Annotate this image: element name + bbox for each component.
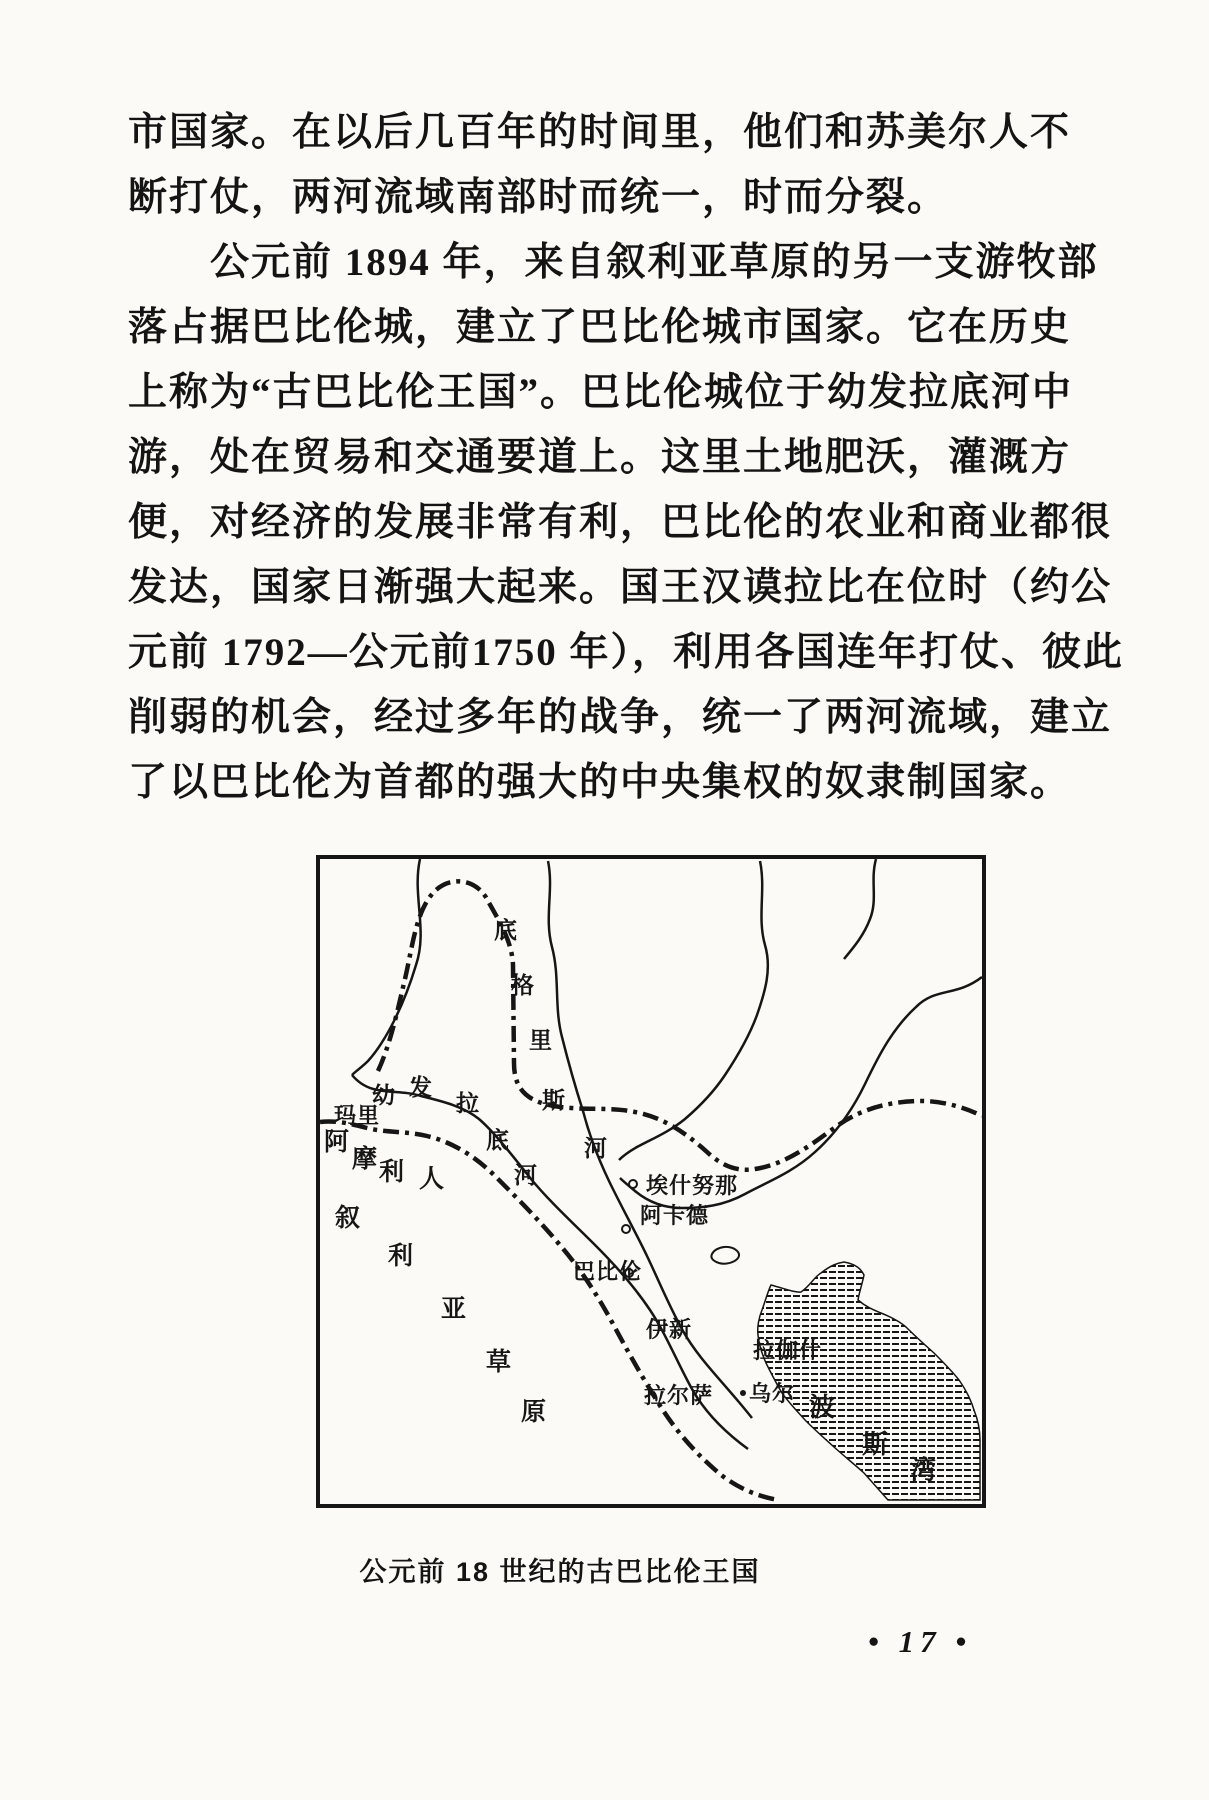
map-label-lagash: 拉伽什	[753, 1338, 823, 1363]
syrian-steppe-name-char: 叙	[335, 1204, 361, 1232]
map-label-akkad: 阿卡德	[640, 1203, 710, 1228]
lake	[711, 1247, 739, 1264]
amorites-name-char: 人	[419, 1165, 445, 1193]
city-marker-akkad	[622, 1225, 630, 1233]
body-line: 削弱的机会，经过多年的战争，统一了两河流域，建立	[128, 696, 1113, 739]
body-line: 公元前 1894 年，来自叙利亚草原的另一支游牧部	[210, 241, 1099, 284]
map-label-isin: 伊新	[646, 1317, 693, 1342]
map-label-babylon: 巴比伦	[573, 1259, 643, 1284]
figure-caption: 公元前 18 世纪的古巴比伦王国	[359, 1557, 761, 1587]
amorites-name-char: 利	[379, 1158, 405, 1186]
page-number: • 17 •	[868, 1624, 973, 1659]
amorites-name-char: 阿	[324, 1128, 350, 1156]
body-line: 便，对经济的发展非常有利，巴比伦的农业和商业都很	[128, 501, 1113, 544]
body-text	[128, 100, 1125, 815]
body-line: 落占据巴比伦城，建立了巴比伦城市国家。它在历史	[128, 306, 1072, 349]
tigris-name-char: 斯	[542, 1087, 565, 1113]
map-label-eshnunna: 埃什努那	[646, 1173, 739, 1198]
syrian-steppe-name-char: 原	[521, 1398, 547, 1426]
tigris-name-char: 河	[584, 1135, 607, 1161]
city-marker-eshnunna	[629, 1180, 637, 1188]
syrian-steppe-name-char: 亚	[441, 1295, 467, 1323]
body-line: 市国家。在以后几百年的时间里，他们和苏美尔人不	[128, 111, 1072, 154]
map-label-ur: 乌尔	[749, 1381, 796, 1406]
body-line: 元前 1792—公元前1750 年），利用各国连年打仗、彼此	[128, 631, 1125, 674]
body-line: 游，处在贸易和交通要道上。这里土地肥沃，灌溉方	[128, 436, 1072, 479]
euphrates-name-char: 河	[514, 1162, 537, 1188]
tigris-name-char: 里	[529, 1027, 552, 1053]
amorites-name-char: 摩	[352, 1145, 378, 1173]
euphrates-name-char: 发	[409, 1074, 432, 1100]
map-figure	[316, 855, 986, 1508]
body-line: 了以巴比伦为首都的强大的中央集权的奴隶制国家。	[128, 761, 1072, 804]
map-label-mari: 玛里	[334, 1103, 381, 1128]
tigris-name-char: 底	[494, 917, 517, 943]
body-line: 发达，国家日渐强大起来。国王汉谟拉比在位时（约公	[128, 566, 1113, 609]
persian-gulf-name-char: 湾	[910, 1455, 937, 1485]
city-marker-ur	[740, 1390, 746, 1396]
euphrates-name-char: 幼	[372, 1082, 395, 1108]
body-line: 断打仗，两河流域南部时而统一，时而分裂。	[128, 176, 949, 219]
euphrates-name-char: 拉	[456, 1090, 479, 1116]
euphrates-name-char: 底	[486, 1127, 509, 1153]
body-line: 上称为“古巴比伦王国”。巴比伦城位于幼发拉底河中	[128, 371, 1074, 414]
persian-gulf-name-char: 斯	[862, 1429, 889, 1459]
syrian-steppe-name-char: 草	[486, 1348, 512, 1376]
tigris-name-char: 格	[511, 972, 534, 998]
map-label-larsa: 拉尔萨	[644, 1383, 714, 1408]
persian-gulf-name-char: 波	[809, 1392, 836, 1422]
syrian-steppe-name-char: 利	[388, 1242, 414, 1270]
